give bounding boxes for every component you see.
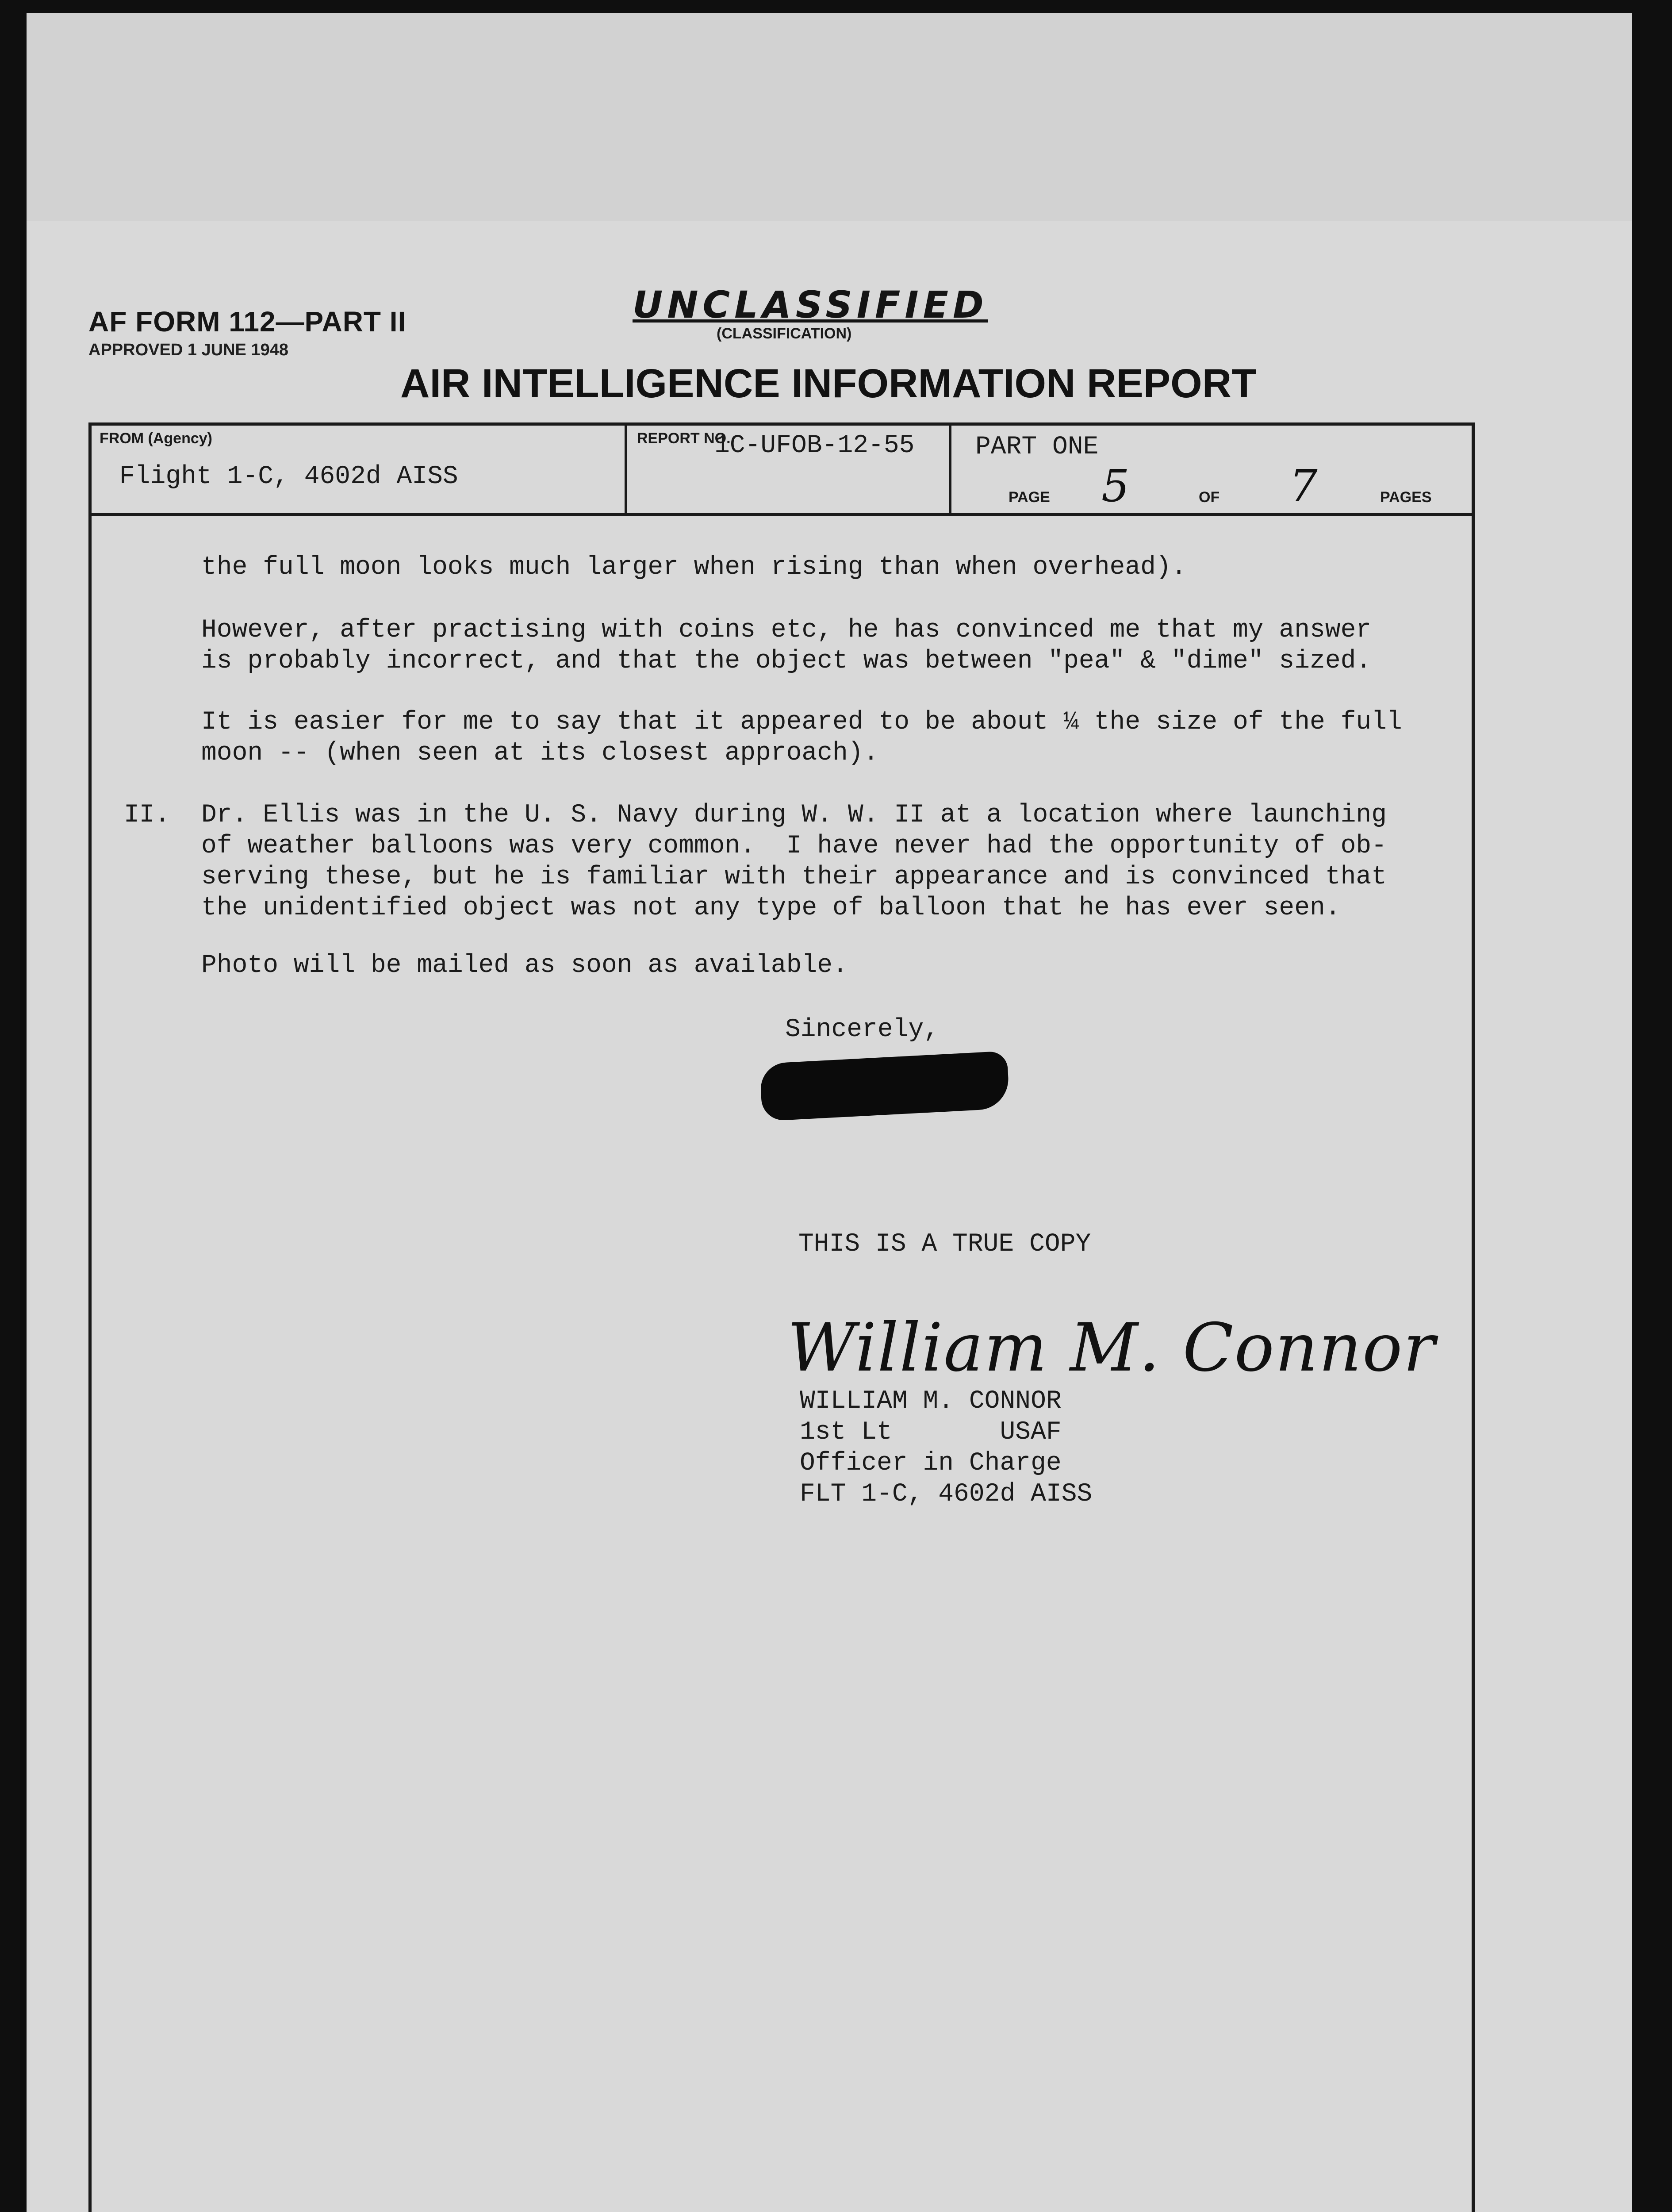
body-line: Photo will be mailed as soon as available.	[201, 951, 848, 980]
body-line: is probably incorrect, and that the object was between "pea" & "dime" sized.	[201, 647, 1372, 676]
signatory-rank: 1st Lt USAF	[800, 1418, 1062, 1447]
signatory-unit: FLT 1-C, 4602d AISS	[800, 1480, 1093, 1509]
page-label: PAGE	[1009, 489, 1050, 506]
header-col-divider-1	[625, 422, 627, 515]
signatory-title: Officer in Charge	[800, 1449, 1062, 1478]
pages-label: PAGES	[1380, 489, 1432, 506]
body-line: However, after practising with coins etc, he has convinced me that my answer	[201, 616, 1372, 645]
signatory-name: WILLIAM M. CONNOR	[800, 1387, 1062, 1416]
body-line: It is easier for me to say that it appeared to be about ¼ the size of the full	[201, 708, 1402, 737]
report-title: AIR INTELLIGENCE INFORMATION REPORT	[400, 361, 1257, 406]
body-line: the full moon looks much larger when rising than when overhead).	[201, 553, 1187, 582]
header-divider	[88, 513, 1475, 516]
report-no-label: REPORT NO.	[637, 430, 731, 447]
closing: Sincerely,	[785, 1015, 940, 1044]
report-no-value: 1C-UFOB-12-55	[714, 431, 915, 460]
form-id: AF FORM 112—PART II	[88, 306, 406, 338]
classification-stamp-top: UNCLASSIFIED	[633, 283, 988, 326]
body-line: Dr. Ellis was in the U. S. Navy during W. W. II at a location where launching	[201, 801, 1387, 830]
from-value: Flight 1-C, 4602d AISS	[119, 462, 458, 491]
handwritten-signature: William M. Connor	[787, 1310, 1436, 1386]
classification-caption-top: (CLASSIFICATION)	[717, 325, 852, 342]
overlay-sheet-edge	[27, 13, 1632, 221]
body-line: of weather balloons was very common. I have never had the opportunity of ob-	[201, 832, 1387, 860]
body-line: serving these, but he is familiar with their appearance and is convinced that	[201, 863, 1387, 891]
part-label: PART ONE	[975, 433, 1099, 461]
paragraph-number: II.	[124, 801, 170, 830]
body-line: the unidentified object was not any type of balloon that he has ever seen.	[201, 894, 1341, 922]
header-col-divider-2	[949, 422, 951, 515]
total-pages: 7	[1289, 460, 1318, 512]
form-approved-date: APPROVED 1 JUNE 1948	[88, 341, 288, 359]
page-number: 5	[1101, 460, 1130, 512]
of-label: OF	[1199, 489, 1220, 506]
body-line: moon -- (when seen at its closest approach).	[201, 739, 879, 768]
from-label: FROM (Agency)	[100, 430, 212, 447]
true-copy-statement: THIS IS A TRUE COPY	[798, 1230, 1091, 1259]
